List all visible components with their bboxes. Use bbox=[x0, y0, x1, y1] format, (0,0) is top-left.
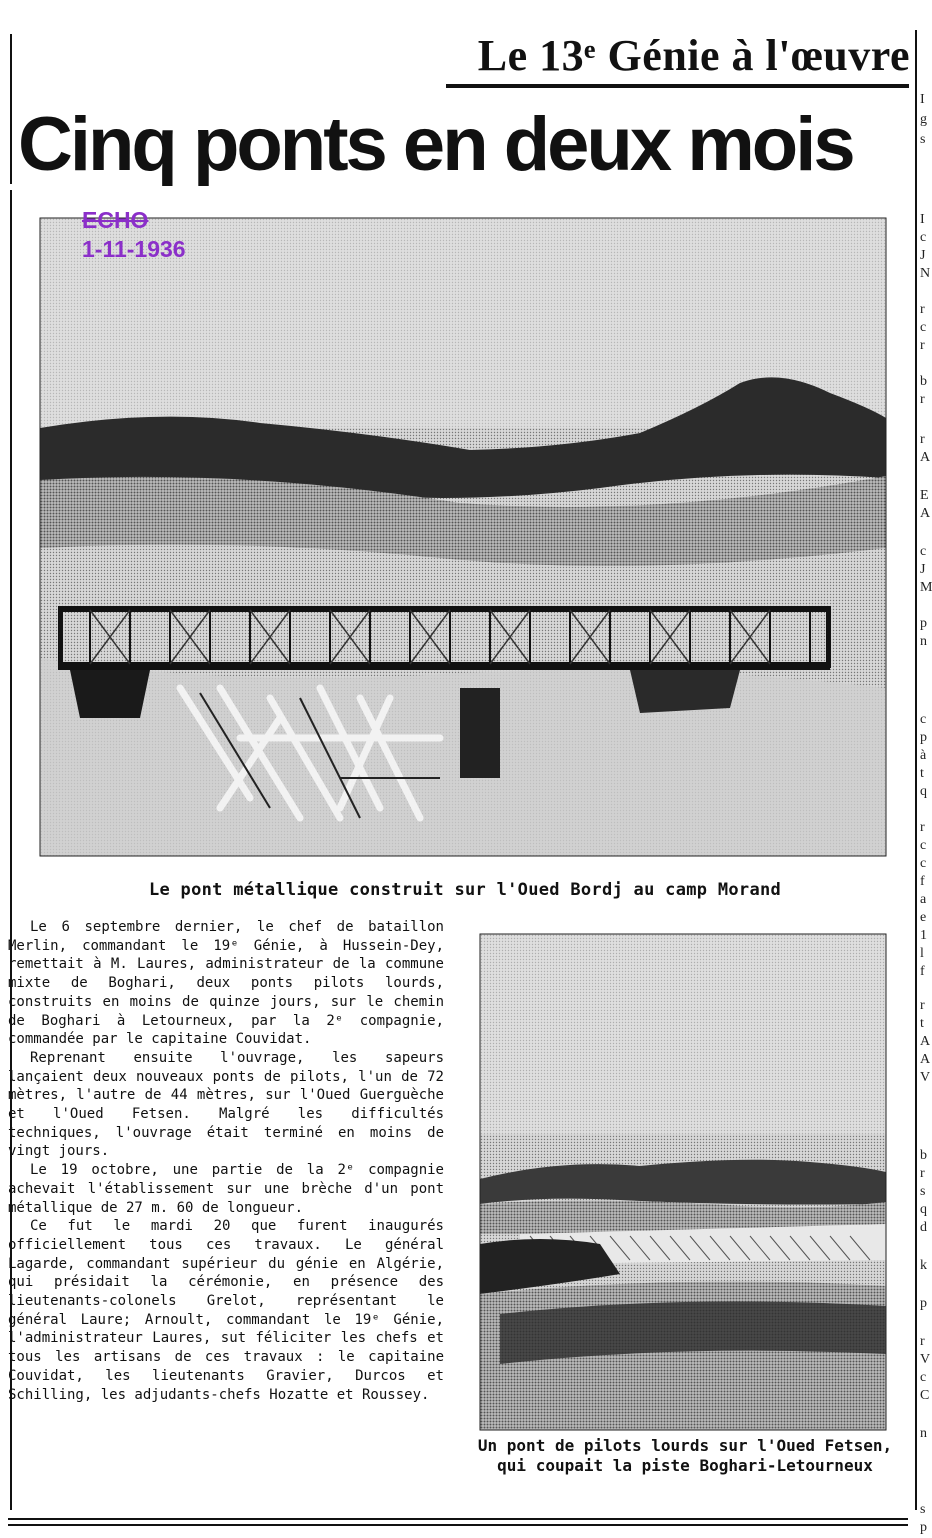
kicker-underline bbox=[446, 84, 909, 88]
article-paragraph: Reprenant ensuite l'ouvrage, les sapeurs lançaient deux nouveaux ponts de pilots, l'un de 72 mètres, l'autre de 44 mètres, sur l'Oued Guerguèche et l'Oued Fetsen. Malgré les difficultés techniques, l'ouvrage était terminé en moins de vingt jours. bbox=[8, 1049, 444, 1160]
edge-letter: a bbox=[920, 892, 927, 907]
edge-letter: f bbox=[920, 964, 925, 979]
photo-metal-bridge-image bbox=[40, 218, 886, 856]
edge-letter: N bbox=[920, 266, 931, 281]
edge-letter: t bbox=[920, 1016, 924, 1031]
photo-caption-bridge: Le pont métallique construit sur l'Oued Bordj au camp Morand bbox=[148, 880, 782, 900]
bottom-rule-1 bbox=[8, 1518, 908, 1520]
edge-letter: r bbox=[920, 820, 925, 835]
edge-letter: n bbox=[920, 634, 927, 649]
right-column-rule bbox=[915, 30, 917, 1510]
edge-letter: V bbox=[920, 1070, 931, 1085]
edge-letter: c bbox=[920, 544, 927, 559]
edge-letter: A bbox=[920, 1052, 931, 1067]
edge-letter: c bbox=[920, 230, 927, 245]
edge-letter: r bbox=[920, 338, 925, 353]
edge-letter: s bbox=[920, 1184, 926, 1199]
edge-letter: t bbox=[920, 766, 924, 781]
edge-letter: A bbox=[920, 1034, 931, 1049]
edge-letter: r bbox=[920, 432, 925, 447]
edge-letter: s bbox=[920, 1502, 926, 1517]
edge-letter: r bbox=[920, 1334, 925, 1349]
archive-stamp bbox=[82, 206, 186, 264]
edge-letter: d bbox=[920, 1220, 927, 1235]
edge-letter: 1 bbox=[920, 928, 927, 943]
bottom-rule-2 bbox=[8, 1524, 908, 1526]
edge-letter: p bbox=[920, 730, 927, 745]
left-column-rule-top bbox=[10, 34, 12, 184]
edge-letter: p bbox=[920, 616, 927, 631]
photo-metal-bridge bbox=[40, 218, 886, 856]
photo-pile-bridge-image bbox=[480, 934, 886, 1430]
edge-letter: n bbox=[920, 1426, 927, 1441]
edge-letter: q bbox=[920, 784, 927, 799]
photo-pile-bridge bbox=[480, 934, 886, 1430]
kicker-title: Le 13ᵉ Génie à l'œuvre bbox=[477, 31, 910, 80]
edge-letter: b bbox=[920, 374, 927, 389]
edge-letter: J bbox=[920, 562, 926, 577]
edge-letter: A bbox=[920, 506, 931, 521]
edge-letter: c bbox=[920, 712, 927, 727]
edge-letter: I bbox=[920, 212, 925, 227]
edge-letter: e bbox=[920, 910, 927, 925]
edge-letter: r bbox=[920, 1166, 925, 1181]
photo-caption-pile-bridge: Un pont de pilots lourds sur l'Oued Fetsen, qui coupait la piste Boghari-Letourneux bbox=[477, 1436, 893, 1475]
edge-letter: l bbox=[920, 946, 924, 961]
edge-letter: E bbox=[920, 488, 929, 503]
edge-letter: c bbox=[920, 838, 927, 853]
edge-letter: p bbox=[920, 1296, 927, 1311]
edge-letter: k bbox=[920, 1258, 927, 1273]
edge-letter: s bbox=[920, 132, 926, 147]
edge-letter: g bbox=[920, 112, 927, 127]
edge-letter: c bbox=[920, 1370, 927, 1385]
edge-letter: V bbox=[920, 1352, 931, 1367]
edge-letter: J bbox=[920, 248, 926, 263]
edge-letter: r bbox=[920, 998, 925, 1013]
edge-letter: c bbox=[920, 856, 927, 871]
edge-letter: M bbox=[920, 580, 932, 595]
edge-letter: r bbox=[920, 302, 925, 317]
headline: Cinq ponts en deux mois bbox=[18, 102, 853, 187]
edge-letter: q bbox=[920, 1202, 927, 1217]
article-paragraph: Le 19 octobre, une partie de la 2ᵉ compagnie achevait l'établissement sur une brèche d'un pont métallique de 27 m. 60 de longueur. bbox=[8, 1162, 444, 1216]
stamp-date: 1-11-1936 bbox=[82, 236, 186, 262]
edge-letter: A bbox=[920, 450, 931, 465]
edge-letter: I bbox=[920, 92, 925, 107]
edge-letter: b bbox=[920, 1148, 927, 1163]
edge-letter: p bbox=[920, 1520, 927, 1535]
edge-letter: C bbox=[920, 1388, 930, 1403]
neighbor-column-fragments bbox=[918, 40, 932, 1534]
edge-letter: f bbox=[920, 874, 925, 889]
article-paragraph: Ce fut le mardi 20 que furent inaugurés officiellement tous ces travaux. Le général Lagarde, commandant supérieur du génie en Algérie, qui présidait la cérémonie, en présence des lieutenants-colonels Grelot, représentant le général Laure; Arnoult, commandant le 19ᵉ Génie, l'administrateur Laures, sut féliciter les chefs et tous les artisans de ces travaux : le capitaine Couvidat, les lieutenants Gravier, Durcos et Schilling, les adjudants-chefs Hozatte et Roussey. bbox=[8, 1218, 444, 1403]
edge-letter: r bbox=[920, 392, 925, 407]
edge-letter: à bbox=[920, 748, 927, 763]
edge-letter: c bbox=[920, 320, 927, 335]
article-paragraph: Le 6 septembre dernier, le chef de bataillon Merlin, commandant le 19ᵉ Génie, à Hussein-Dey, remettait à M. Laures, administrateur de la commune mixte de Boghari, deux ponts pilots lourds, construits en moins de quinze jours, sur le chemin de Boghari à Letourneux, par la 2ᵉ compagnie, commandée par le capitaine Couvidat. bbox=[8, 919, 444, 1048]
stamp-source: ECHO bbox=[82, 207, 149, 233]
article-body bbox=[8, 918, 444, 1404]
